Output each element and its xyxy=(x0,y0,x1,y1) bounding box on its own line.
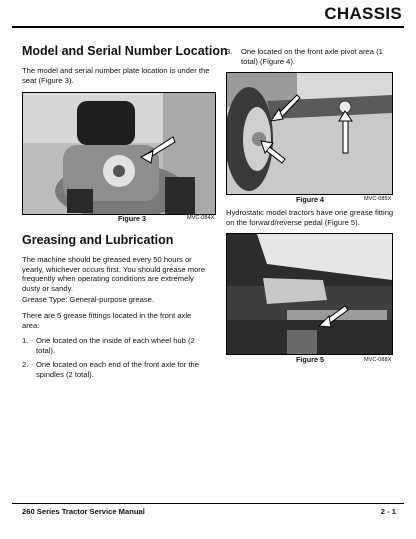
para-grease-type: Grease Type: General-purpose grease. xyxy=(22,295,154,304)
list-item-wheel-hub: One located on the inside of each wheel hub (2 total). xyxy=(36,336,195,355)
heading-greasing: Greasing and Lubrication xyxy=(22,233,174,247)
para-fitting-count: There are 5 grease fittings located in the front axle area: xyxy=(22,311,192,330)
list-item-axle-pivot: One located on the front axle pivot area (1 total) (Figure 4). xyxy=(241,47,383,66)
footer-manual-title: 260 Series Tractor Service Manual xyxy=(22,507,145,516)
para-hydrostatic: Hydrostatic model tractors have one grease fitting on the forward/reverse pedal (Figure 5). xyxy=(226,208,394,227)
figure-4-code: MVC-085X xyxy=(364,196,392,202)
list-item-spindles: One located on each end of the front axle for the spindles (2 total). xyxy=(36,360,199,379)
figure-5-photo xyxy=(226,233,393,355)
header-rule xyxy=(12,26,404,28)
chapter-title: CHASSIS xyxy=(324,4,402,23)
list-number-3: 3. xyxy=(226,47,233,56)
list-number-1: 1. xyxy=(22,336,29,345)
figure-4-photo xyxy=(226,72,393,195)
figure-3-code: MVC-084X xyxy=(187,215,215,221)
figure-5-caption: Figure 5 xyxy=(296,355,324,364)
para-grease-interval: The machine should be greased every 50 hours or yearly, whichever occurs first. You should grease more frequently when operating conditions are extremely dusty or sandy. xyxy=(22,255,206,293)
figure-4-caption: Figure 4 xyxy=(296,195,324,204)
footer-rule xyxy=(12,503,404,504)
heading-model-serial: Model and Serial Number Location xyxy=(22,44,228,58)
para-serial-location: The model and serial number plate location is under the seat (Figure 3). xyxy=(22,66,210,85)
figure-5-code: MVC-088X xyxy=(364,357,392,363)
footer-page-number: 2 - 1 xyxy=(380,507,396,516)
list-number-2: 2. xyxy=(22,360,29,369)
figure-3-photo xyxy=(22,92,216,215)
figure-3-caption: Figure 3 xyxy=(118,214,146,223)
